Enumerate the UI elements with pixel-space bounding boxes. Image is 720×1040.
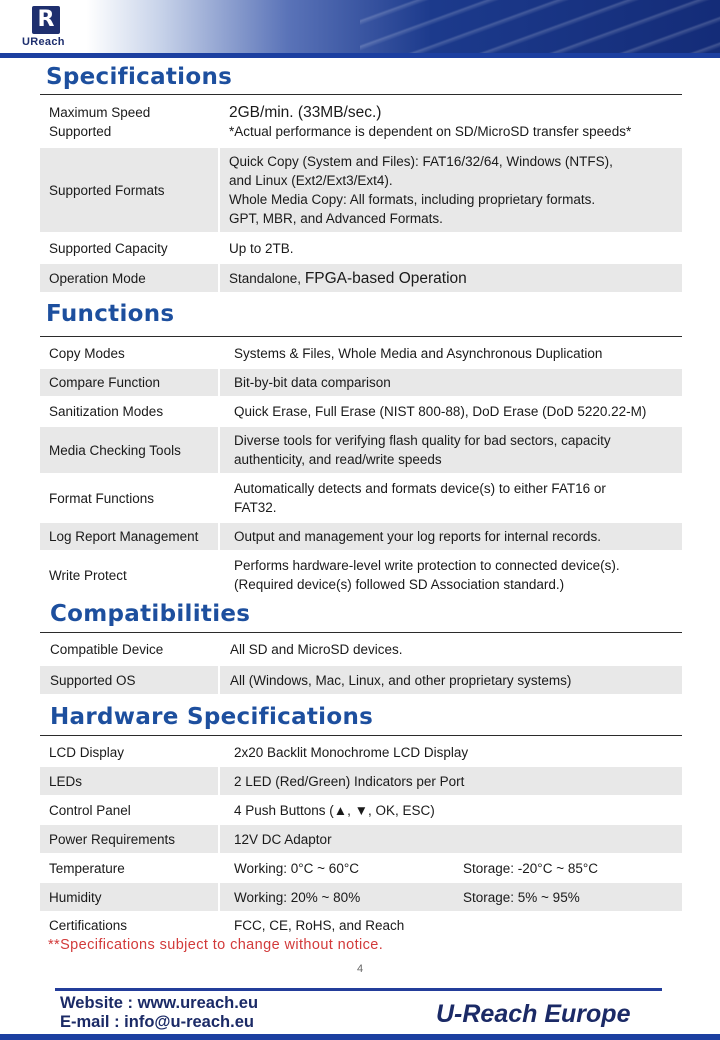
spec-label-line: Operation Mode (49, 270, 146, 286)
spec-value-line: *Actual performance is dependent on SD/MicroSD transfer speeds* (229, 124, 632, 139)
hardware-value (220, 883, 682, 911)
spec-row (40, 98, 682, 146)
hardware-label-line: LEDs (49, 773, 83, 789)
function-label-line: Format Functions (49, 490, 155, 506)
spec-value-line: Up to 2TB. (229, 240, 294, 256)
function-label (40, 552, 218, 598)
compat-value-line: All SD and MicroSD devices. (230, 642, 403, 657)
spec-value (220, 264, 682, 292)
section-rule (40, 632, 682, 633)
disclaimer-note: **Specifications subject to change without notice. (48, 937, 384, 953)
function-value-line: (Required device(s) followed SD Association standard.) (234, 577, 565, 592)
compat-label-line: Supported OS (50, 672, 136, 688)
hardware-label (40, 738, 218, 766)
storage-value: Storage: -20°C ~ 85°C (463, 860, 598, 876)
function-label (40, 475, 218, 521)
function-value (220, 552, 682, 598)
function-label-line: Sanitization Modes (49, 403, 164, 419)
spec-value-line: Quick Copy (System and Files): FAT16/32/64, Windows (NTFS), (229, 154, 613, 169)
function-label (40, 369, 218, 396)
hardware-label-line: Control Panel (49, 802, 131, 818)
compat-label (40, 666, 218, 694)
ureach-logo (22, 6, 82, 52)
website-link[interactable]: Website : www.ureach.eu (60, 994, 259, 1012)
hardware-label-line: Humidity (49, 889, 102, 905)
function-value-line: Diverse tools for verifying flash quality for bad sectors, capacity (234, 433, 611, 448)
function-row (40, 552, 682, 598)
hardware-label-line: Certifications (49, 917, 128, 933)
function-value-line: Systems & Files, Whole Media and Asynchronous Duplication (234, 345, 603, 361)
compat-row (40, 635, 682, 664)
spec-value-line: 2GB/min. (33MB/sec.) (229, 104, 382, 121)
hardware-row (40, 854, 682, 882)
hardware-label (40, 796, 218, 824)
email-link[interactable]: E-mail : info@u-reach.eu (60, 1013, 254, 1031)
hardware-label (40, 825, 218, 853)
hardware-label-line: Temperature (49, 860, 125, 876)
hardware-value (220, 767, 682, 795)
spec-value-line: GPT, MBR, and Advanced Formats. (229, 211, 443, 226)
spec-label-line: Supported (49, 124, 112, 139)
storage-value: Storage: 5% ~ 95% (463, 889, 580, 905)
hardware-label (40, 767, 218, 795)
spec-label-line: Supported Capacity (49, 240, 168, 256)
function-label-line: Copy Modes (49, 345, 125, 361)
footer-bar (0, 1034, 720, 1040)
hardware-label (40, 854, 218, 882)
logo-mark: R (32, 6, 60, 34)
hardware-value (220, 825, 682, 853)
hardware-row (40, 767, 682, 795)
compat-value-line: All (Windows, Mac, Linux, and other proprietary systems) (230, 672, 572, 688)
spec-value (220, 148, 682, 232)
hardware-row (40, 912, 682, 938)
function-value (220, 523, 682, 550)
hardware-label (40, 883, 218, 911)
hardware-row (40, 825, 682, 853)
function-label (40, 339, 218, 367)
function-label-line: Log Report Management (49, 529, 199, 544)
function-label (40, 427, 218, 473)
spec-value-prefix: Standalone, (229, 270, 305, 286)
compat-label (40, 635, 218, 664)
function-label (40, 397, 218, 425)
hardware-value (220, 738, 682, 766)
compat-value (220, 666, 682, 694)
working-value: Working: 20% ~ 80% (234, 889, 361, 905)
page-number: 4 (356, 963, 364, 975)
function-value (220, 475, 682, 521)
header-bar (0, 53, 720, 58)
hardware-label-line: Power Requirements (49, 831, 176, 847)
spec-value (220, 98, 682, 146)
section-title-functions: Functions (46, 301, 175, 327)
function-value (220, 427, 682, 473)
hardware-value-line: 12V DC Adaptor (234, 831, 332, 847)
header-banner (0, 0, 720, 58)
hardware-value-line: FCC, CE, RoHS, and Reach (234, 917, 405, 933)
compat-label-line: Compatible Device (50, 642, 164, 657)
function-label-line: Media Checking Tools (49, 442, 181, 458)
section-rule (40, 336, 682, 337)
hardware-row (40, 883, 682, 911)
section-title-compatibilities: Compatibilities (50, 601, 251, 627)
section-title-specifications: Specifications (46, 64, 233, 90)
footer-rule (55, 988, 662, 991)
working-value: Working: 0°C ~ 60°C (234, 860, 359, 876)
spec-row (40, 234, 682, 262)
compat-value (220, 635, 682, 664)
hardware-label (40, 912, 218, 938)
spec-value-line: and Linux (Ext2/Ext3/Ext4). (229, 173, 393, 188)
hardware-label-line: LCD Display (49, 744, 125, 760)
spec-label-line: Supported Formats (49, 182, 165, 198)
function-value-line: Performs hardware-level write protection to connected device(s). (234, 558, 620, 573)
hardware-value-line: 2 LED (Red/Green) Indicators per Port (234, 773, 465, 789)
spec-label-line: Maximum Speed (49, 105, 151, 120)
spec-value-line: Whole Media Copy: All formats, including proprietary formats. (229, 192, 596, 207)
logo-name: UReach (22, 36, 65, 48)
function-value-line: Quick Erase, Full Erase (NIST 800-88), DoD Erase (DoD 5220.22-M) (234, 403, 647, 419)
hardware-value-line: 4 Push Buttons (▲, ▼, OK, ESC) (234, 802, 435, 818)
hardware-value (220, 912, 682, 938)
function-value (220, 339, 682, 367)
footer-contact (60, 994, 258, 1032)
spec-value-suffix: FPGA-based Operation (304, 269, 467, 287)
function-label-line: Compare Function (49, 375, 161, 390)
function-value-line: authenticity, and read/write speeds (234, 452, 442, 467)
spec-label (40, 234, 218, 262)
function-row (40, 397, 682, 425)
section-title-hardware: Hardware Specifications (50, 704, 374, 730)
hardware-value (220, 796, 682, 824)
function-row (40, 475, 682, 521)
function-value-line: Bit-by-bit data comparison (234, 375, 391, 390)
spec-label (40, 98, 218, 146)
section-rule (40, 94, 682, 95)
hardware-row (40, 796, 682, 824)
header-decoration (360, 0, 720, 58)
function-value (220, 369, 682, 396)
function-row (40, 427, 682, 473)
spec-row (40, 264, 682, 292)
spec-value (220, 234, 682, 262)
hardware-row (40, 738, 682, 766)
spec-row (40, 148, 682, 232)
function-label-line: Write Protect (49, 567, 127, 583)
hardware-value-line: 2x20 Backlit Monochrome LCD Display (234, 744, 469, 760)
function-value-line: Automatically detects and formats device(s) to either FAT16 or (234, 481, 606, 496)
compat-row (40, 666, 682, 694)
footer-brand: U-Reach Europe (436, 1000, 631, 1028)
hardware-value (220, 854, 682, 882)
function-row (40, 369, 682, 396)
function-value (220, 397, 682, 425)
function-row (40, 523, 682, 550)
function-value-line: FAT32. (234, 500, 277, 515)
function-row (40, 339, 682, 367)
spec-label (40, 264, 218, 292)
spec-label (40, 148, 218, 232)
section-rule (40, 735, 682, 736)
function-value-line: Output and management your log reports for internal records. (234, 529, 601, 544)
function-label (40, 523, 218, 550)
